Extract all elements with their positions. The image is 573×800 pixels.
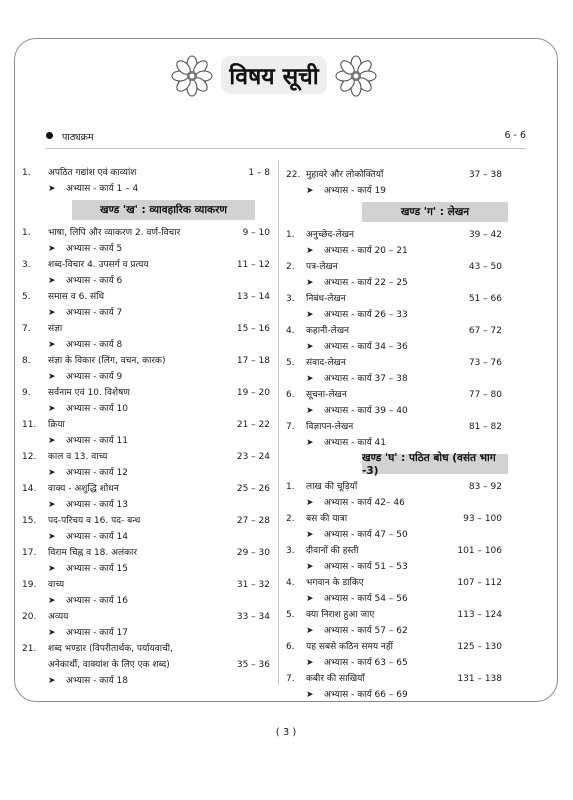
exercise-label: अभ्यास - कार्य 15	[66, 564, 129, 574]
arrow-bullet-icon: ➤	[48, 500, 56, 510]
entry-number: 3.	[286, 546, 295, 556]
entry-title: सूचना-लेखन	[306, 390, 347, 400]
exercise-row	[286, 592, 502, 606]
exercise-label: अभ्यास - कार्य 26 – 33	[324, 310, 408, 320]
entry-number: 20.	[22, 612, 37, 622]
exercise-label: अभ्यास - कार्य 22 – 25	[324, 278, 408, 288]
entry-title: समास व 6. संधि	[48, 292, 105, 302]
entry-pages: 67 – 72	[468, 326, 502, 336]
entry-number: 9.	[22, 388, 31, 398]
entry-pages: 27 – 28	[236, 516, 270, 526]
entry-title: शब्द भण्डार (विपरीतार्थक, पर्यायवाची,	[48, 644, 173, 654]
arrow-bullet-icon: ➤	[306, 278, 314, 288]
exercise-row	[286, 688, 502, 702]
entry-number: 22.	[286, 170, 301, 180]
entry-title: भगवान के डाकिए	[306, 578, 364, 588]
entry-title: सर्वनाम एवं 10. विशेषण	[48, 388, 130, 398]
arrow-bullet-icon: ➤	[48, 404, 56, 414]
arrow-bullet-icon: ➤	[306, 594, 314, 604]
exercise-label: अभ्यास - कार्य 34 – 36	[324, 342, 408, 352]
toc-entry	[22, 450, 270, 464]
entry-number: 8.	[22, 356, 31, 366]
entry-title: संवाद-लेखन	[306, 358, 346, 368]
arrow-bullet-icon: ➤	[306, 374, 314, 384]
entry-number: 3.	[22, 260, 31, 270]
exercise-row	[286, 372, 502, 386]
exercise-label: अभ्यास - कार्य 42– 46	[324, 498, 405, 508]
arrow-bullet-icon: ➤	[48, 308, 56, 318]
exercise-row	[22, 274, 270, 288]
entry-title: दीवानों की हस्ती	[306, 546, 359, 556]
toc-entry	[286, 608, 502, 622]
entry-pages: 23 – 24	[236, 452, 270, 462]
entry-pages: 37 – 38	[468, 170, 502, 180]
column-divider	[278, 160, 279, 685]
entry-pages: 83 – 92	[468, 482, 502, 492]
entry-pages: 35 – 36	[236, 660, 270, 670]
entry-pages: 29 – 30	[236, 548, 270, 558]
entry-number: 14.	[22, 484, 37, 494]
entry-title: निबंध-लेखन	[306, 294, 346, 304]
exercise-label: अभ्यास - कार्य 7	[66, 308, 123, 318]
arrow-bullet-icon: ➤	[306, 498, 314, 508]
entry-title: क्रिया	[48, 420, 65, 430]
exercise-label: अभ्यास - कार्य 9	[66, 372, 123, 382]
exercise-label: अभ्यास - कार्य 14	[66, 532, 129, 542]
entry-number: 1.	[286, 230, 295, 240]
entry-title: अनुच्छेद-लेखन	[306, 230, 354, 240]
entry-number: 1.	[22, 168, 31, 178]
section-header: खण्ड 'ख' : व्यावहारिक व्याकरण	[72, 200, 255, 220]
toc-entry	[286, 672, 502, 686]
entry-number: 1.	[286, 482, 295, 492]
entry-number: 21.	[22, 644, 37, 654]
arrow-bullet-icon: ➤	[48, 184, 56, 194]
exercise-label: अभ्यास - कार्य 12	[66, 468, 129, 478]
entry-number: 4.	[286, 326, 295, 336]
exercise-label: अभ्यास - कार्य 5	[66, 244, 123, 254]
toc-entry	[22, 514, 270, 528]
entry-title: संज्ञा	[48, 324, 63, 334]
bullet-icon	[46, 132, 53, 139]
exercise-label: अभ्यास - कार्य 11	[66, 436, 129, 446]
exercise-row	[22, 594, 270, 608]
exercise-label: अभ्यास - कार्य 8	[66, 340, 123, 350]
toc-entry	[22, 354, 270, 368]
entry-pages: 9 – 10	[242, 228, 270, 238]
exercise-row	[286, 340, 502, 354]
course-pages: 6 - 6	[504, 130, 526, 141]
exercise-row	[286, 528, 502, 542]
exercise-row	[286, 656, 502, 670]
toc-entry	[22, 546, 270, 560]
exercise-row	[286, 560, 502, 574]
entry-number: 2.	[286, 514, 295, 524]
entry-title: भाषा, लिपि और व्याकरण 2. वर्ण-विचार	[48, 228, 181, 238]
exercise-row	[22, 674, 270, 688]
exercise-label: अभ्यास - कार्य 20 – 21	[324, 246, 408, 256]
entry-pages: 101 – 106	[457, 546, 502, 556]
exercise-label: अभ्यास - कार्य 19	[324, 186, 387, 196]
exercise-row	[22, 338, 270, 352]
section-header: खण्ड 'घ' : पठित बोध (वसंत भाग -3)	[362, 454, 508, 474]
arrow-bullet-icon: ➤	[306, 562, 314, 572]
entry-title: अनेकार्थी, वाक्यांश के लिए एक शब्द)	[48, 660, 170, 670]
entry-title: काल व 13. वाच्य	[48, 452, 108, 462]
entry-title: बस की यात्रा	[306, 514, 348, 524]
arrow-bullet-icon: ➤	[306, 246, 314, 256]
exercise-row	[22, 466, 270, 480]
entry-title: संज्ञा के विकार (लिंग, वचन, कारक)	[48, 356, 166, 366]
toc-entry	[22, 258, 270, 272]
entry-title: विज्ञापन-लेखन	[306, 422, 354, 432]
entry-pages: 25 – 26	[236, 484, 270, 494]
entry-pages: 39 – 42	[468, 230, 502, 240]
arrow-bullet-icon: ➤	[48, 468, 56, 478]
exercise-label: अभ्यास - कार्य 47 – 50	[324, 530, 408, 540]
flower-ornament-icon	[334, 54, 378, 98]
entry-pages: 11 – 12	[236, 260, 270, 270]
arrow-bullet-icon: ➤	[48, 340, 56, 350]
entry-number: 5.	[286, 358, 295, 368]
arrow-bullet-icon: ➤	[306, 438, 314, 448]
entry-title: शब्द-विचार 4. उपसर्ग व प्रत्यय	[48, 260, 149, 270]
entry-title: वाच्य	[48, 580, 65, 590]
entry-pages: 77 – 80	[468, 390, 502, 400]
exercise-row	[22, 182, 270, 196]
flower-ornament-icon	[170, 54, 214, 98]
entry-pages: 43 – 50	[468, 262, 502, 272]
entry-pages: 73 – 76	[468, 358, 502, 368]
arrow-bullet-icon: ➤	[48, 276, 56, 286]
exercise-row	[286, 308, 502, 322]
page-title: विषय सूची	[221, 56, 327, 94]
arrow-bullet-icon: ➤	[48, 436, 56, 446]
toc-entry	[286, 228, 502, 242]
entry-number: 15.	[22, 516, 37, 526]
entry-pages: 21 – 22	[236, 420, 270, 430]
entry-title: अपठित गद्यांश एवं काव्यांश	[48, 168, 137, 178]
toc-entry	[22, 166, 270, 180]
exercise-label: अभ्यास - कार्य 10	[66, 404, 129, 414]
exercise-row	[22, 562, 270, 576]
toc-entry	[286, 544, 502, 558]
toc-entry	[286, 324, 502, 338]
exercise-row	[286, 436, 502, 450]
toc-entry	[22, 418, 270, 432]
entry-pages: 107 – 112	[457, 578, 502, 588]
arrow-bullet-icon: ➤	[48, 596, 56, 606]
toc-entry	[286, 480, 502, 494]
entry-title: अव्यय	[48, 612, 69, 622]
arrow-bullet-icon: ➤	[48, 676, 56, 686]
toc-entry	[22, 610, 270, 624]
exercise-row	[286, 404, 502, 418]
entry-number: 19.	[22, 580, 37, 590]
entry-pages: 93 – 100	[463, 514, 502, 524]
entry-pages: 19 – 20	[236, 388, 270, 398]
arrow-bullet-icon: ➤	[306, 626, 314, 636]
exercise-row	[22, 306, 270, 320]
entry-title: मुहावरे और लोकोक्तियाँ	[306, 170, 384, 180]
entry-pages: 113 – 124	[457, 610, 502, 620]
toc-entry	[286, 168, 502, 182]
toc-entry	[286, 292, 502, 306]
entry-title: पत्र-लेखन	[306, 262, 338, 272]
exercise-label: अभ्यास - कार्य 37 – 38	[324, 374, 408, 384]
entry-number: 17.	[22, 548, 37, 558]
exercise-label: अभ्यास - कार्य 39 – 40	[324, 406, 408, 416]
toc-entry	[286, 356, 502, 370]
entry-number: 6.	[286, 642, 295, 652]
toc-entry	[286, 576, 502, 590]
toc-entry	[22, 578, 270, 592]
toc-entry	[22, 322, 270, 336]
entry-title: यह सबसे कठिन समय नहीं	[306, 642, 394, 652]
toc-entry	[286, 512, 502, 526]
exercise-label: अभ्यास - कार्य 6	[66, 276, 123, 286]
entry-number: 6.	[286, 390, 295, 400]
toc-entry	[286, 388, 502, 402]
course-label: पाठ्यक्रम	[62, 132, 94, 143]
entry-title: लाख की चूड़ियाँ	[306, 482, 358, 492]
entry-pages: 81 – 82	[468, 422, 502, 432]
entry-number: 5.	[22, 292, 31, 302]
entry-number: 12.	[22, 452, 37, 462]
arrow-bullet-icon: ➤	[306, 658, 314, 668]
toc-entry	[22, 642, 270, 656]
exercise-label: अभ्यास - कार्य 13	[66, 500, 129, 510]
exercise-row	[286, 624, 502, 638]
arrow-bullet-icon: ➤	[306, 310, 314, 320]
entry-number: 11.	[22, 420, 37, 430]
entry-pages: 1 – 8	[248, 168, 270, 178]
exercise-label: अभ्यास - कार्य 1 – 4	[66, 184, 139, 194]
section-header: खण्ड 'ग' : लेखन	[362, 202, 508, 222]
entry-pages: 13 – 14	[236, 292, 270, 302]
arrow-bullet-icon: ➤	[48, 564, 56, 574]
exercise-row	[22, 242, 270, 256]
exercise-label: अभ्यास - कार्य 41	[324, 438, 387, 448]
exercise-label: अभ्यास - कार्य 54 – 56	[324, 594, 408, 604]
exercise-row	[22, 402, 270, 416]
exercise-label: अभ्यास - कार्य 18	[66, 676, 129, 686]
toc-entry	[286, 260, 502, 274]
arrow-bullet-icon: ➤	[48, 532, 56, 542]
exercise-row	[22, 498, 270, 512]
exercise-row	[286, 184, 502, 198]
entry-number: 7.	[22, 324, 31, 334]
entry-title: पद-परिचय व 16. पद- बन्ध	[48, 516, 141, 526]
exercise-row	[22, 434, 270, 448]
entry-pages: 51 – 66	[468, 294, 502, 304]
entry-number: 7.	[286, 674, 295, 684]
toc-entry	[286, 420, 502, 434]
entry-title: विराम चिह्न व 18. अलंकार	[48, 548, 138, 558]
entry-pages: 33 – 34	[236, 612, 270, 622]
arrow-bullet-icon: ➤	[306, 690, 314, 700]
toc-entry	[22, 226, 270, 240]
page-number: ( 3 )	[275, 727, 297, 738]
toc-entry	[22, 658, 270, 672]
toc-entry	[22, 290, 270, 304]
exercise-row	[286, 244, 502, 258]
arrow-bullet-icon: ➤	[306, 530, 314, 540]
exercise-label: अभ्यास - कार्य 51 – 53	[324, 562, 408, 572]
entry-number: 2.	[286, 262, 295, 272]
arrow-bullet-icon: ➤	[306, 186, 314, 196]
entry-number: 4.	[286, 578, 295, 588]
entry-title: कहानी-लेखन	[306, 326, 350, 336]
toc-entry	[22, 482, 270, 496]
exercise-row	[22, 626, 270, 640]
entry-title: वाक्य - अशुद्धि शोधन	[48, 484, 119, 494]
entry-pages: 17 – 18	[236, 356, 270, 366]
toc-entry	[22, 386, 270, 400]
exercise-label: अभ्यास - कार्य 16	[66, 596, 129, 606]
arrow-bullet-icon: ➤	[48, 628, 56, 638]
entry-pages: 31 – 32	[236, 580, 270, 590]
entry-pages: 15 – 16	[236, 324, 270, 334]
course-row	[46, 130, 526, 144]
exercise-row	[22, 530, 270, 544]
entry-number: 7.	[286, 422, 295, 432]
exercise-row	[286, 276, 502, 290]
divider	[46, 148, 526, 149]
exercise-label: अभ्यास - कार्य 66 – 69	[324, 690, 408, 700]
arrow-bullet-icon: ➤	[306, 406, 314, 416]
entry-title: क्या निराश हुआ जाए	[306, 610, 375, 620]
exercise-row	[286, 496, 502, 510]
exercise-label: अभ्यास - कार्य 63 – 65	[324, 658, 408, 668]
toc-entry	[286, 640, 502, 654]
exercise-row	[22, 370, 270, 384]
entry-pages: 125 – 130	[457, 642, 502, 652]
entry-number: 1.	[22, 228, 31, 238]
arrow-bullet-icon: ➤	[48, 244, 56, 254]
entry-number: 5.	[286, 610, 295, 620]
entry-title: कबीर की साखियाँ	[306, 674, 365, 684]
arrow-bullet-icon: ➤	[306, 342, 314, 352]
exercise-label: अभ्यास - कार्य 57 – 62	[324, 626, 408, 636]
arrow-bullet-icon: ➤	[48, 372, 56, 382]
entry-number: 3.	[286, 294, 295, 304]
entry-pages: 131 – 138	[457, 674, 502, 684]
exercise-label: अभ्यास - कार्य 17	[66, 628, 129, 638]
